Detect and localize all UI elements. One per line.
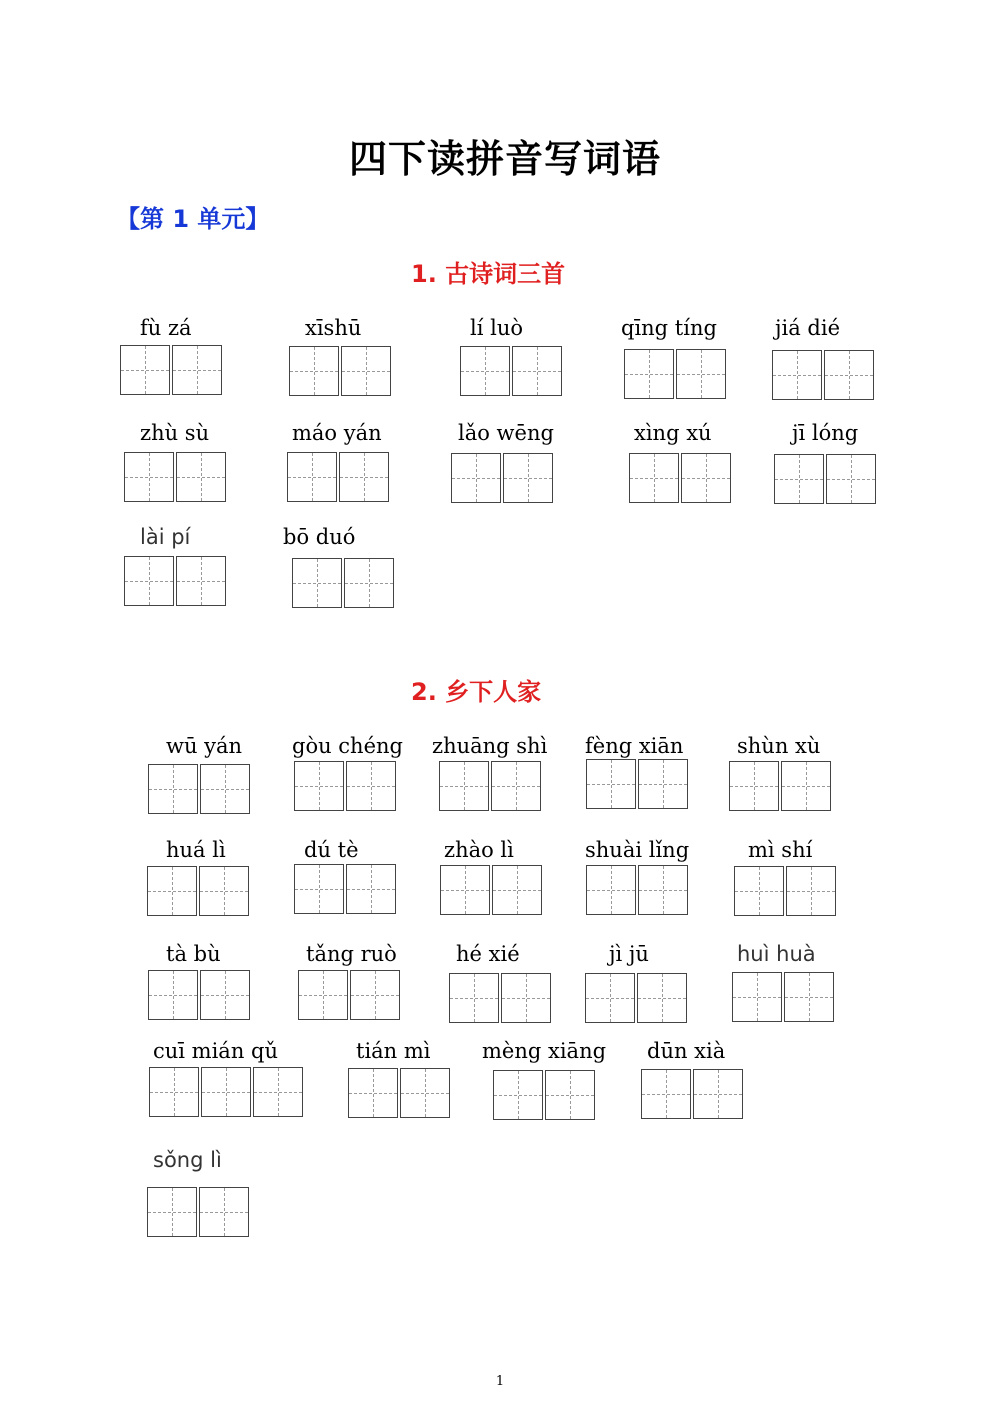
writing-boxes	[294, 864, 398, 914]
pinyin-label: jì jū	[609, 942, 649, 966]
writing-boxes	[772, 350, 876, 400]
tianzige-cell[interactable]	[124, 556, 174, 606]
tianzige-cell[interactable]	[289, 346, 339, 396]
tianzige-cell[interactable]	[729, 761, 779, 811]
pinyin-label: sǒng lì	[153, 1148, 222, 1172]
pinyin-label: hé xié	[456, 942, 520, 966]
pinyin-label: fù zá	[140, 316, 192, 340]
writing-boxes	[348, 1068, 452, 1118]
tianzige-cell[interactable]	[176, 556, 226, 606]
tianzige-cell[interactable]	[350, 970, 400, 1020]
lesson-heading: 1. 古诗词三首	[411, 260, 566, 288]
writing-boxes	[124, 556, 228, 606]
writing-boxes	[124, 452, 228, 502]
tianzige-cell[interactable]	[292, 558, 342, 608]
writing-boxes	[148, 970, 252, 1020]
writing-boxes	[460, 346, 564, 396]
writing-boxes	[440, 865, 544, 915]
writing-boxes	[641, 1069, 745, 1119]
tianzige-cell[interactable]	[826, 454, 876, 504]
pinyin-label: fèng xiān	[585, 734, 684, 758]
page-title: 四下读拼音写词语	[348, 137, 661, 181]
tianzige-cell[interactable]	[344, 558, 394, 608]
tianzige-cell[interactable]	[781, 761, 831, 811]
tianzige-cell[interactable]	[201, 1067, 251, 1117]
writing-boxes	[774, 454, 878, 504]
writing-boxes	[729, 761, 833, 811]
tianzige-cell[interactable]	[200, 970, 250, 1020]
tianzige-cell[interactable]	[200, 764, 250, 814]
tianzige-cell[interactable]	[824, 350, 874, 400]
tianzige-cell[interactable]	[294, 864, 344, 914]
writing-boxes	[734, 866, 838, 916]
tianzige-cell[interactable]	[346, 864, 396, 914]
tianzige-cell[interactable]	[638, 759, 688, 809]
tianzige-cell[interactable]	[298, 970, 348, 1020]
writing-boxes	[629, 453, 733, 503]
tianzige-cell[interactable]	[176, 452, 226, 502]
tianzige-cell[interactable]	[199, 1187, 249, 1237]
tianzige-cell[interactable]	[440, 865, 490, 915]
tianzige-cell[interactable]	[512, 346, 562, 396]
tianzige-cell[interactable]	[148, 970, 198, 1020]
writing-boxes	[147, 866, 251, 916]
writing-boxes	[289, 346, 393, 396]
tianzige-cell[interactable]	[341, 346, 391, 396]
pinyin-label: wū yán	[166, 734, 243, 758]
tianzige-cell[interactable]	[586, 865, 636, 915]
tianzige-cell[interactable]	[641, 1069, 691, 1119]
pinyin-label: tà bù	[166, 942, 221, 966]
writing-boxes	[148, 764, 252, 814]
tianzige-cell[interactable]	[199, 866, 249, 916]
tianzige-cell[interactable]	[786, 866, 836, 916]
unit-label: 【第 1 单元】	[116, 205, 270, 233]
pinyin-label: cuī mián qǔ	[153, 1039, 278, 1063]
page-number: 1	[495, 1374, 505, 1389]
tianzige-cell[interactable]	[346, 761, 396, 811]
tianzige-cell[interactable]	[147, 1187, 197, 1237]
pinyin-label: dūn xià	[647, 1039, 726, 1063]
tianzige-cell[interactable]	[501, 973, 551, 1023]
tianzige-cell[interactable]	[774, 454, 824, 504]
tianzige-cell[interactable]	[339, 452, 389, 502]
writing-boxes	[298, 970, 402, 1020]
tianzige-cell[interactable]	[149, 1067, 199, 1117]
writing-boxes	[451, 453, 555, 503]
tianzige-cell[interactable]	[147, 866, 197, 916]
tianzige-cell[interactable]	[732, 972, 782, 1022]
writing-boxes	[586, 759, 690, 809]
writing-boxes	[732, 972, 836, 1022]
tianzige-cell[interactable]	[449, 973, 499, 1023]
tianzige-cell[interactable]	[439, 761, 489, 811]
pinyin-label: xìng xú	[634, 421, 712, 445]
pinyin-label: huì huà	[737, 942, 816, 966]
writing-boxes	[149, 1067, 305, 1117]
writing-boxes	[449, 973, 553, 1023]
pinyin-label: mì shí	[748, 838, 813, 862]
pinyin-label: gòu chéng	[292, 734, 403, 758]
pinyin-label: tián mì	[356, 1039, 431, 1063]
pinyin-label: mèng xiāng	[482, 1039, 607, 1063]
pinyin-label: lài pí	[140, 525, 191, 549]
tianzige-cell[interactable]	[693, 1069, 743, 1119]
pinyin-label: shùn xù	[737, 734, 821, 758]
writing-boxes	[147, 1187, 251, 1237]
tianzige-cell[interactable]	[493, 1070, 543, 1120]
pinyin-label: qīng tíng	[621, 316, 717, 340]
writing-boxes	[294, 761, 398, 811]
tianzige-cell[interactable]	[638, 865, 688, 915]
tianzige-cell[interactable]	[400, 1068, 450, 1118]
tianzige-cell[interactable]	[629, 453, 679, 503]
writing-boxes	[585, 973, 689, 1023]
tianzige-cell[interactable]	[348, 1068, 398, 1118]
pinyin-label: zhuāng shì	[432, 734, 548, 758]
tianzige-cell[interactable]	[492, 865, 542, 915]
pinyin-label: bō duó	[283, 525, 356, 549]
tianzige-cell[interactable]	[124, 452, 174, 502]
tianzige-cell[interactable]	[545, 1070, 595, 1120]
tianzige-cell[interactable]	[503, 453, 553, 503]
tianzige-cell[interactable]	[681, 453, 731, 503]
tianzige-cell[interactable]	[460, 346, 510, 396]
pinyin-label: shuài lǐng	[585, 838, 690, 862]
tianzige-cell[interactable]	[491, 761, 541, 811]
lesson-heading: 2. 乡下人家	[411, 678, 542, 706]
pinyin-label: lí luò	[470, 316, 523, 340]
pinyin-label: zhù sù	[140, 421, 210, 445]
pinyin-label: tǎng ruò	[306, 942, 397, 966]
tianzige-cell[interactable]	[287, 452, 337, 502]
tianzige-cell[interactable]	[294, 761, 344, 811]
writing-boxes	[292, 558, 396, 608]
tianzige-cell[interactable]	[784, 972, 834, 1022]
writing-boxes	[287, 452, 391, 502]
tianzige-cell[interactable]	[585, 973, 635, 1023]
pinyin-label: zhào lì	[444, 838, 514, 862]
tianzige-cell[interactable]	[253, 1067, 303, 1117]
tianzige-cell[interactable]	[172, 345, 222, 395]
tianzige-cell[interactable]	[637, 973, 687, 1023]
pinyin-label: xīshū	[305, 316, 362, 340]
pinyin-label: lǎo wēng	[458, 421, 554, 445]
tianzige-cell[interactable]	[451, 453, 501, 503]
writing-boxes	[493, 1070, 597, 1120]
tianzige-cell[interactable]	[120, 345, 170, 395]
pinyin-label: jiá dié	[775, 316, 841, 340]
tianzige-cell[interactable]	[676, 349, 726, 399]
tianzige-cell[interactable]	[586, 759, 636, 809]
writing-boxes	[586, 865, 690, 915]
tianzige-cell[interactable]	[148, 764, 198, 814]
writing-boxes	[624, 349, 728, 399]
tianzige-cell[interactable]	[734, 866, 784, 916]
pinyin-label: jī lóng	[792, 421, 859, 445]
pinyin-label: dú tè	[304, 838, 359, 862]
pinyin-label: máo yán	[292, 421, 382, 445]
writing-boxes	[120, 345, 224, 395]
tianzige-cell[interactable]	[772, 350, 822, 400]
tianzige-cell[interactable]	[624, 349, 674, 399]
writing-boxes	[439, 761, 543, 811]
pinyin-label: huá lì	[166, 838, 226, 862]
